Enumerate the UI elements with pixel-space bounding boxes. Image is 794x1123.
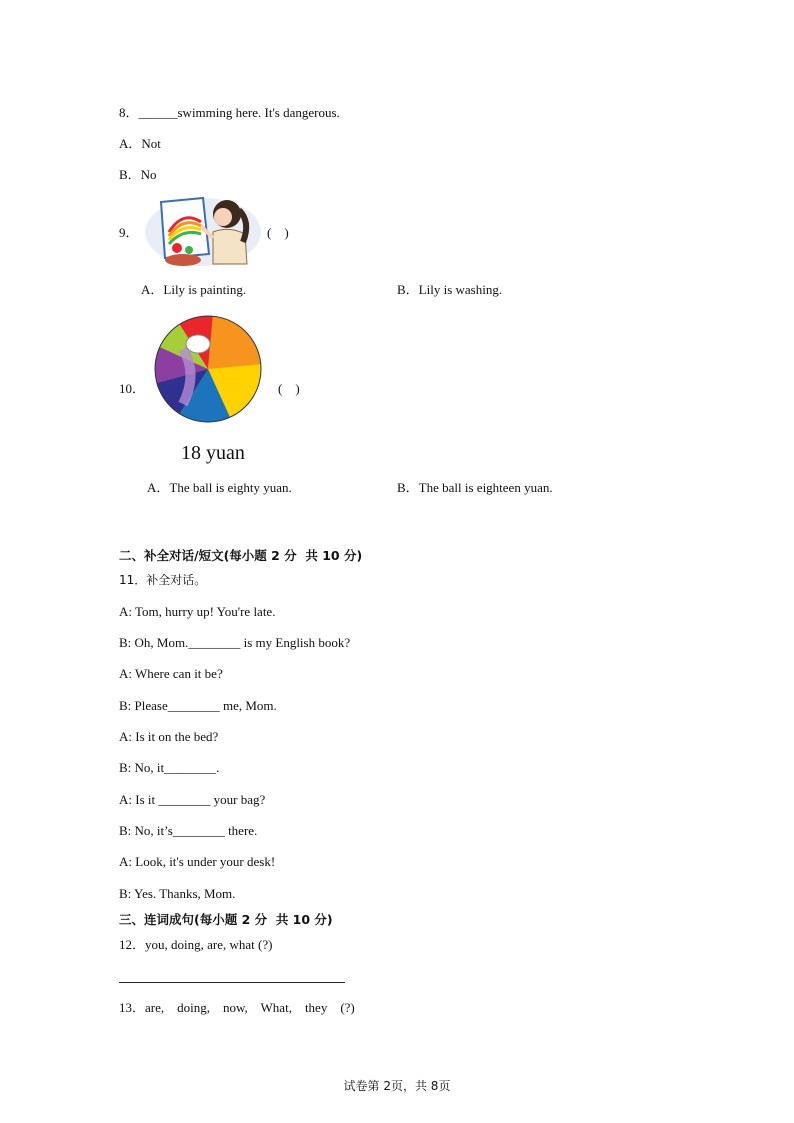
q8-option-b: B．No bbox=[119, 167, 157, 182]
q9-number: 9． bbox=[119, 225, 139, 240]
dialogue-line-2: B: Oh, Mom.________ is my English book? bbox=[119, 635, 351, 650]
girl-painting-icon bbox=[143, 192, 263, 268]
dialogue-line-4: B: Please________ me, Mom. bbox=[119, 698, 277, 713]
section2-title: 二、补全对话/短文(每小题 2 分 共 10 分) bbox=[119, 548, 363, 563]
dialogue-line-1: A: Tom, hurry up! You're late. bbox=[119, 604, 276, 619]
q10-price-label: 18 yuan bbox=[181, 442, 245, 464]
dialogue-line-5: A: Is it on the bed? bbox=[119, 729, 219, 744]
q9-answer-paren: ( ) bbox=[267, 225, 289, 240]
q9-option-a: A．Lily is painting. bbox=[141, 282, 247, 297]
dialogue-line-6: B: No, it________. bbox=[119, 760, 220, 775]
q10-number: 10． bbox=[119, 381, 146, 396]
q9-option-b: B．Lily is washing. bbox=[397, 282, 503, 297]
dialogue-line-7: A: Is it ________ your bag? bbox=[119, 792, 266, 807]
section3-title: 三、连词成句(每小题 2 分 共 10 分) bbox=[119, 912, 333, 927]
dialogue-line-9: A: Look, it's under your desk! bbox=[119, 854, 276, 869]
q10-option-a: A．The ball is eighty yuan. bbox=[147, 480, 292, 495]
q10-option-b: B．The ball is eighteen yuan. bbox=[397, 480, 553, 495]
q10-answer-paren: ( ) bbox=[278, 381, 300, 396]
dialogue-line-8: B: No, it’s________ there. bbox=[119, 823, 258, 838]
q12-answer-line bbox=[119, 982, 345, 983]
page-footer: 试卷第 2页，共 8页 bbox=[343, 1079, 451, 1093]
q8-stem: 8．______swimming here. It's dangerous. bbox=[119, 105, 340, 120]
dialogue-line-3: A: Where can it be? bbox=[119, 666, 223, 681]
q13-stem: 13．are, doing, now, What, they (?) bbox=[119, 1000, 355, 1015]
q11-stem: 11．补全对话。 bbox=[119, 573, 207, 587]
q12-stem: 12．you, doing, are, what (?) bbox=[119, 937, 273, 952]
dialogue-line-10: B: Yes. Thanks, Mom. bbox=[119, 886, 236, 901]
q8-option-a: A．Not bbox=[119, 136, 161, 151]
beach-ball-icon bbox=[153, 314, 263, 424]
